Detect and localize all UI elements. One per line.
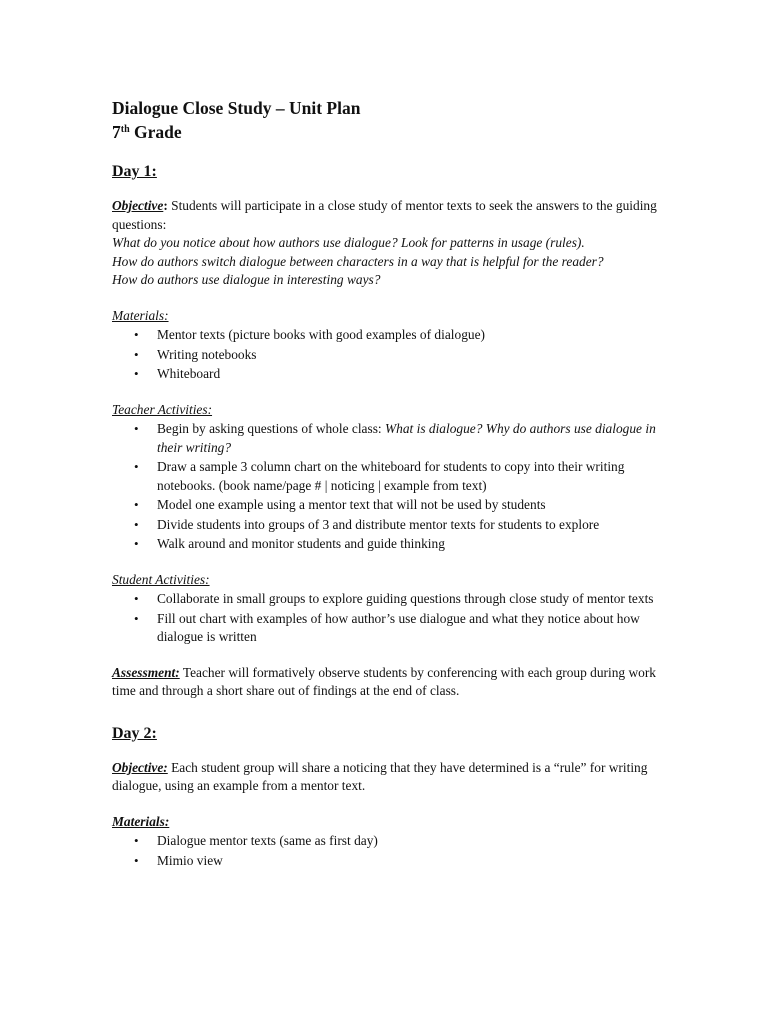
list-item: • Walk around and monitor students and guide thinking xyxy=(112,535,658,554)
list-item: • Collaborate in small groups to explore guiding questions through close study of mentor texts xyxy=(112,590,658,609)
grade-superscript: th xyxy=(120,124,130,135)
day1-heading: Day 1: xyxy=(112,163,157,180)
day2-materials-label: Materials: xyxy=(112,813,170,829)
day1-materials xyxy=(112,307,658,384)
list-item: • Divide students into groups of 3 and distribute mentor texts for students to explore xyxy=(112,516,658,535)
bullet-icon: • xyxy=(134,459,139,474)
grade-word: Grade xyxy=(134,122,182,142)
title-line1: Dialogue Close Study – Unit Plan xyxy=(112,98,361,118)
student-activities-label: Student Activities: xyxy=(112,571,210,587)
teacher-activities-label: Teacher Activities: xyxy=(112,401,213,417)
bullet-icon: • xyxy=(134,852,139,868)
day1-materials-list xyxy=(112,326,658,384)
guiding-question-2: How do authors switch dialogue between characters in a way that is helpful for the reader? xyxy=(112,253,604,269)
list-item: • Model one example using a mentor text that will not be used by students xyxy=(112,496,658,515)
list-item: • Mentor texts (picture books with good examples of dialogue) xyxy=(112,326,658,345)
day1-materials-label: Materials: xyxy=(112,307,169,323)
bullet-icon: • xyxy=(134,421,139,436)
day2-objective-label: Objective: xyxy=(112,759,168,775)
guiding-question-3: How do authors use dialogue in interesting ways? xyxy=(112,272,381,287)
grade-number: 7 xyxy=(112,122,121,142)
student-activities-list xyxy=(112,590,658,647)
document-title xyxy=(112,96,658,144)
bullet-icon: • xyxy=(134,497,139,512)
teacher-activities-list xyxy=(112,420,658,554)
day1-objective-label: Objective xyxy=(112,198,164,213)
day2-heading: Day 2: xyxy=(112,724,157,742)
bullet-icon: • xyxy=(134,346,139,362)
day1-objective xyxy=(112,197,658,234)
day1-objective-text: Students will participate in a close study of mentor texts to seek the answers to the guiding questions: xyxy=(112,198,657,232)
day2-objective xyxy=(112,759,658,796)
bullet-icon: • xyxy=(134,610,139,626)
bullet-icon: • xyxy=(134,833,139,848)
day1-assessment xyxy=(112,664,658,701)
bullet-icon: • xyxy=(134,516,139,532)
list-item: • Whiteboard xyxy=(112,365,658,384)
day2-materials-list xyxy=(112,832,658,870)
bullet-icon: • xyxy=(134,591,139,606)
bullet-icon: • xyxy=(134,366,139,381)
day1-student-activities xyxy=(112,571,658,647)
list-item: • Fill out chart with examples of how author’s use dialogue and what they notice about how dialogue is written xyxy=(134,610,640,644)
list-item: • Writing notebooks xyxy=(112,346,658,365)
list-item: • Dialogue mentor texts (same as first day) xyxy=(112,832,658,851)
day2-materials xyxy=(112,813,658,871)
assessment-label: Assessment: xyxy=(112,664,180,680)
bullet-icon: • xyxy=(134,327,139,342)
bullet-icon: • xyxy=(134,536,139,551)
day2-objective-text: Each student group will share a noticing that they have determined is a “rule” for writing dialogue, using an example from a mentor text. xyxy=(112,759,648,793)
day1-objective-colon: : xyxy=(163,198,168,213)
day1-teacher-activities xyxy=(112,401,658,554)
document-page xyxy=(112,96,658,871)
assessment-text: Teacher will formatively observe students by conferencing with each group during work time and through a short share out of findings at the end of class. xyxy=(112,664,656,698)
list-item: • Begin by asking questions of whole class: What is dialogue? Why do authors use dialogue in their writing? xyxy=(134,421,656,455)
list-item: • Mimio view xyxy=(112,852,658,871)
guiding-question-1: What do you notice about how authors use dialogue? Look for patterns in usage (rules). xyxy=(112,235,585,250)
list-item: • Draw a sample 3 column chart on the whiteboard for students to copy into their writing notebooks. (book name/page # | noticing | example from text) xyxy=(134,459,625,493)
